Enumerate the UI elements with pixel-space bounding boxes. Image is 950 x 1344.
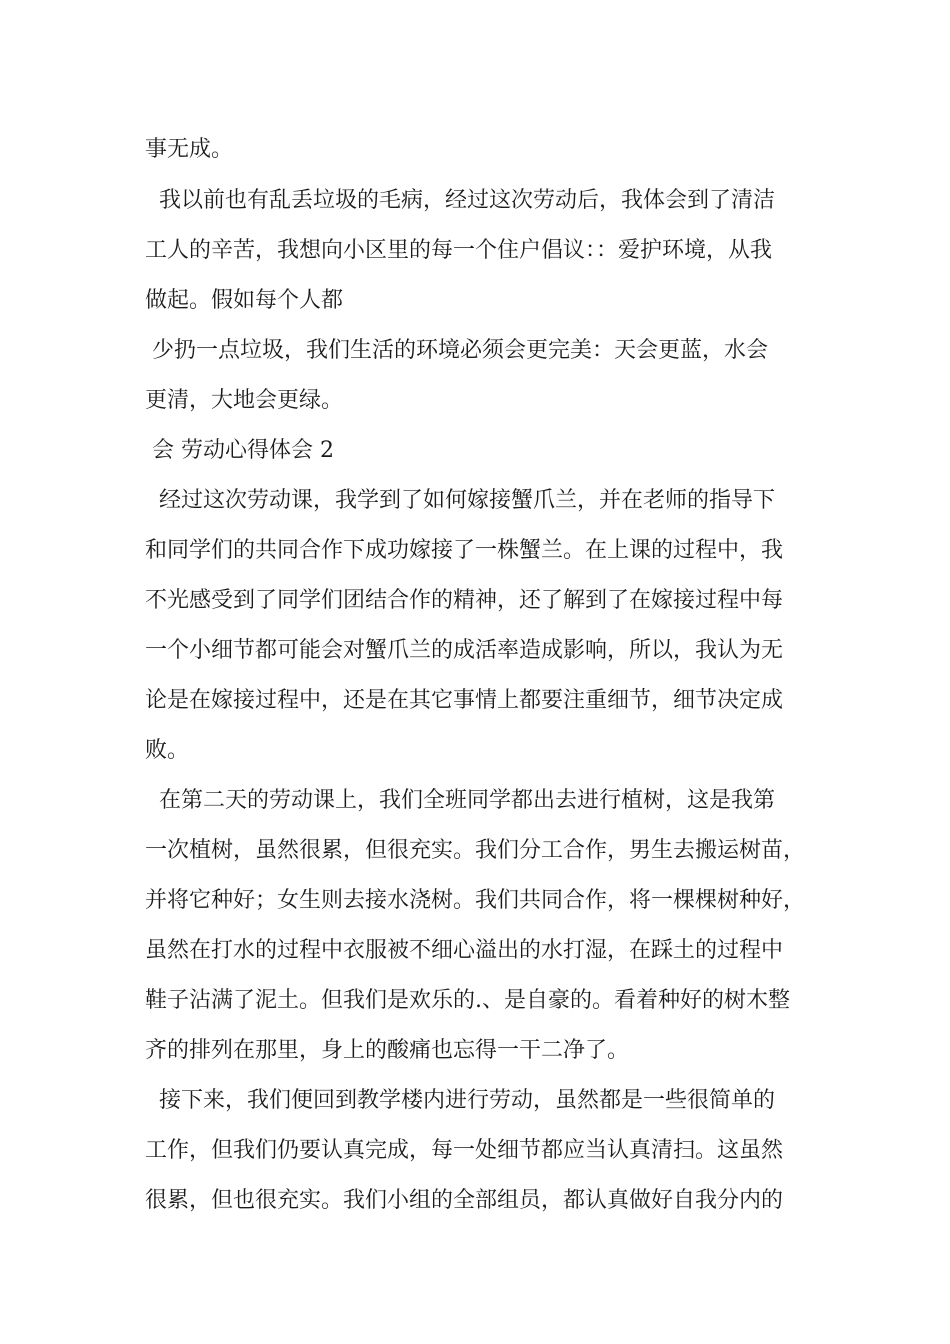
text-line: 一次植树，虽然很累，但很充实。我们分工合作，男生去搬运树苗， xyxy=(145,838,806,863)
text-line: 一个小细节都可能会对蟹爪兰的成活率造成影响，所以，我认为无 xyxy=(145,638,784,663)
text-line: 并将它种好；女生则去接水浇树。我们共同合作，将一棵棵树种好， xyxy=(145,888,806,913)
text-line: 我以前也有乱丢垃圾的毛病，经过这次劳动后，我体会到了清洁 xyxy=(145,188,775,213)
text-line: 工人的辛苦，我想向小区里的每一个住户倡议：：爱护环境，从我 xyxy=(145,238,773,263)
text-line: 事无成。 xyxy=(145,137,234,162)
text-line: 齐的排列在那里，身上的酸痛也忘得一干二净了。 xyxy=(145,1038,630,1063)
text-line: 在第二天的劳动课上，我们全班同学都出去进行植树，这是我第 xyxy=(145,788,775,813)
text-line: 和同学们的共同合作下成功嫁接了一株蟹兰。在上课的过程中，我 xyxy=(145,538,784,563)
text-line: 少扔一点垃圾，我们生活的环境必须会更完美：天会更蓝，水会 xyxy=(145,338,768,363)
text-line: 接下来，我们便回到教学楼内进行劳动，虽然都是一些很简单的 xyxy=(145,1088,775,1113)
text-line: 经过这次劳动课，我学到了如何嫁接蟹爪兰，并在老师的指导下 xyxy=(145,488,775,513)
text-line: 更清，大地会更绿。 xyxy=(145,388,344,413)
text-line: 工作，但我们仍要认真完成，每一处细节都应当认真清扫。这虽然 xyxy=(145,1138,784,1163)
text-line: 鞋子沾满了泥土。但我们是欢乐的.、是自豪的。看着种好的树木整 xyxy=(145,988,790,1013)
text-line: 很累，但也很充实。我们小组的全部组员，都认真做好自我分内的 xyxy=(145,1188,784,1213)
text-line: 做起。假如每个人都 xyxy=(145,288,344,313)
section-heading: 会 劳动心得体会 2 xyxy=(145,438,334,463)
text-line: 虽然在打水的过程中衣服被不细心溢出的水打湿，在踩土的过程中 xyxy=(145,938,784,963)
text-line: 败。 xyxy=(145,738,190,763)
text-line: 论是在嫁接过程中，还是在其它事情上都要注重细节，细节决定成 xyxy=(145,688,784,713)
text-line: 不光感受到了同学们团结合作的精神，还了解到了在嫁接过程中每 xyxy=(145,588,784,613)
